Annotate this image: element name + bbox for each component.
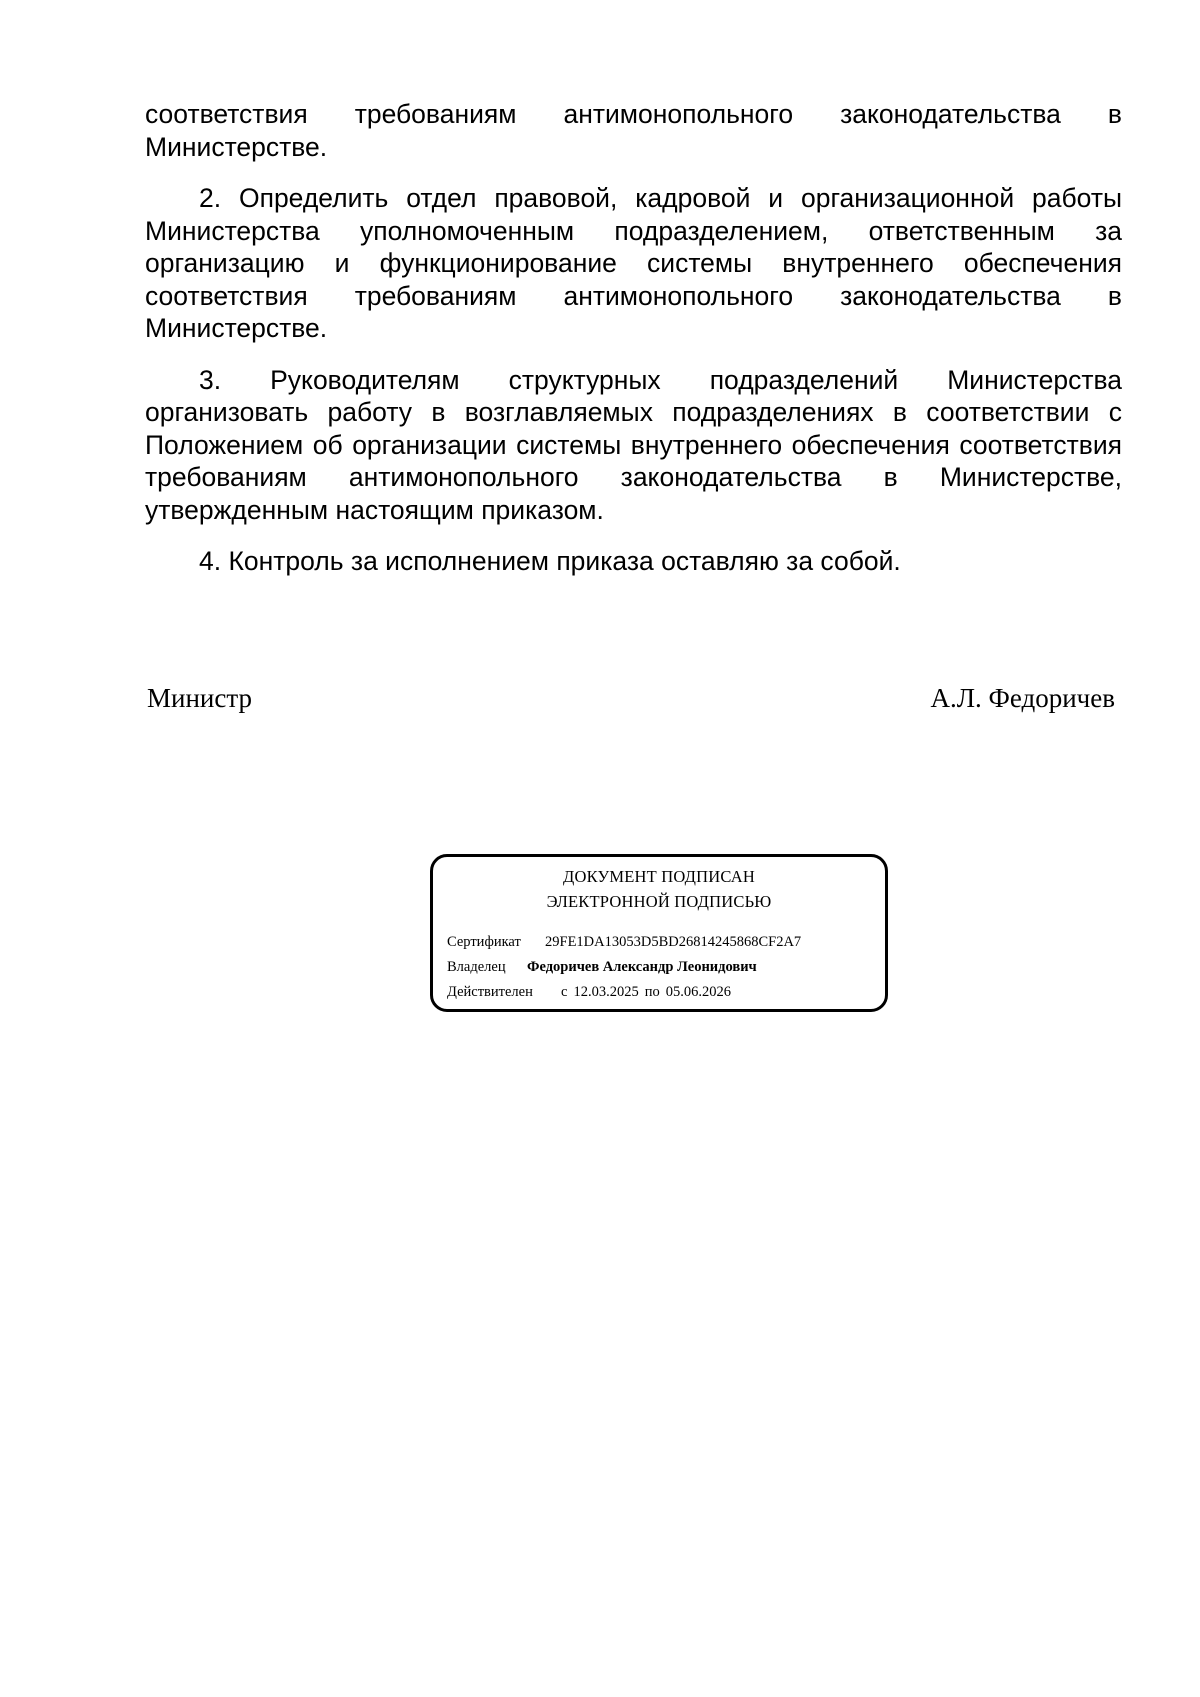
owner-value: Федоричев Александр Леонидович — [527, 959, 757, 975]
order-item-3: 3. Руководителям структурных подразделений Министерства организовать работу в возглавляемых подразделениях в соответствии с Положением об организации системы внутреннего обеспечения соответствия требованиям антимонопольного законодательства в Министерстве, утвержденным настоящим приказом. — [145, 364, 1122, 525]
signatory-position: Министр — [147, 683, 252, 713]
paragraph-continued: соответствия требованиям антимонопольного законодательства в Министерстве. — [145, 99, 1122, 162]
stamp-title-line-2: ЭЛЕКТРОННОЙ ПОДПИСЬЮ — [546, 892, 772, 911]
certificate-value: 29FE1DA13053D5BD26814245868CF2A7 — [545, 934, 802, 950]
order-item-2: 2. Определить отдел правовой, кадровой и организационной работы Министерства уполномоченным подразделением, ответственным за организацию и функционирование системы внутреннего обеспечения соответствия требованиям антимонопольного законодательства в Министерстве. — [145, 183, 1122, 343]
stamp-title-line-1: ДОКУМЕНТ ПОДПИСАН — [563, 867, 755, 886]
valid-from-date: 12.03.2025 — [573, 984, 639, 1000]
valid-to-date: 05.06.2026 — [665, 984, 731, 1000]
stamp-validity-row — [447, 982, 731, 1002]
stamp-owner-row — [447, 957, 757, 977]
valid-from-word: с — [561, 984, 568, 1000]
electronic-signature-stamp — [430, 854, 888, 1012]
signature-block — [147, 682, 1115, 714]
stamp-certificate-row — [447, 932, 801, 952]
owner-label: Владелец — [447, 959, 506, 975]
certificate-label: Сертификат — [447, 934, 521, 950]
signatory-name: А.Л. Федоричев — [930, 683, 1115, 713]
validity-label: Действителен — [447, 984, 533, 1000]
order-item-4: 4. Контроль за исполнением приказа оставляю за собой. — [199, 546, 901, 576]
valid-to-word: по — [644, 984, 660, 1000]
document-body — [145, 98, 1122, 578]
